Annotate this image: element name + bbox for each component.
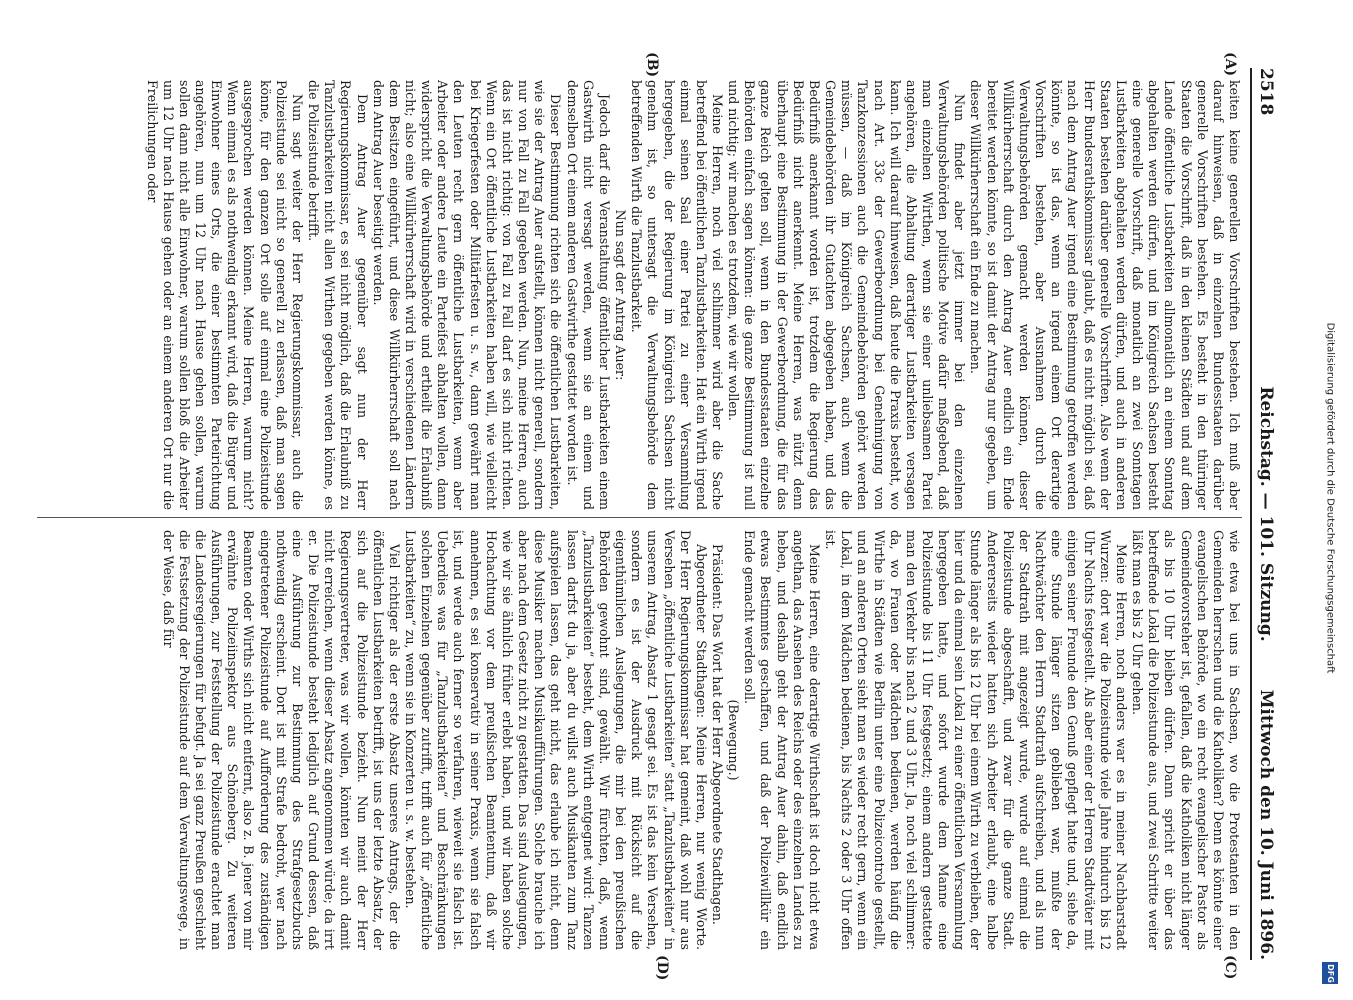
paragraph: wie etwa bei uns in Sachsen, wo die Protestanten in den Gemeinden herrschen und die Katholiken? Denn es könnte einer evangelischen Behörde, wo ein recht evangelischer Pastor als Gemeindevorsteher ist, gefallen, daß die Katholiken nicht länger als bis 10 Uhr bleiben dürfen. Dann spricht er über das betreffende Lokal die Polizeistunde aus, und zwei Schritte weiter läßt man es bis 2 Uhr gehen. (1130, 530, 1242, 950)
margin-marker-a: (A) (1222, 52, 1238, 77)
paragraph: Meine Herren, noch anders war es in meiner Nachbarstadt Wurzen: dort war die Polizeistunde viele Jahre hindurch bis 12 Uhr Nachts festgestellt. Als aber einer der Herren Stadtväter mit einigen seiner Freunde den Genuß gepflegt hatte und, siehe da, eine Stunde länger sitzen geblieben war, mußte der Nachtwächter den Herrn Stadtrath aufschreiben, und als nun der Stadtrath mit angezeigt wurde, wurde auf einmal die Polizeistunde abgeschafft, und zwar für die ganze Stadt. Andererseits wieder hatten sich Arbeiter erlaubt, eine halbe Stunde länger als bis 12 Uhr bei einem Wirth zu verbleiben, der hier und da einmal sein Lokal zu einer öffentlichen Versammlung hergegeben hatte, und sofort wurde dem Manne eine Polizeistunde bis 11 Uhr festgesetzt; einem andern gestattete man den Verkehr bis nach 2 und 3 Uhr. Ja, noch viel schlimmer: da, wo Frauen oder Mädchen bedienen, werden häufig die Wirthe in Städten wie Berlin unter eine Polizeicontrole gestellt, und an anderen Orten sieht man es wieder recht gern, wenn ein Lokal, in dem Mädchen bedienen, bis Nachts 2 oder 3 Uhr offen ist. (823, 530, 1129, 950)
page-header (1250, 68, 1278, 960)
paragraph: Nun sagt der Antrag Auer: (613, 209, 629, 381)
paragraph: Dem Antrag Auer gegenüber sagt nun der Herr Regierungskommissar, es sei nicht möglich, daß die Erlaubniß zu Tanzlustbarkeiten nicht allen Wirthen gegeben werden könne, es die Polizeistunde betrifft. (306, 80, 370, 510)
paragraph: Meine Herren, eine derartige Wirthschaft ist doch nicht etwa angethan, das Ansehen des Reichs oder des einzelnen Landes zu heben, und deshalb geht der Antrag Auer dahin, daß endlich etwas Bestimmtes geschaffen, und daß der Polizeiwillkür ein Ende gemacht werden soll. (742, 530, 822, 950)
paragraph: Viel richtiger als der erste Absatz unseres Antrags, der die öffentlichen Lustbarkeiten betrifft, ist uns der letzte Absatz, der sich auf die Polizeistunde bezieht. Nun meint der Herr Regierungsvertreter, was wir wollen, könnten wir auch damit nicht erreichen, wenn dieser Absatz angenommen würde; da irrt er. Die Polizeistunde besteht lediglich auf Grund dessen, daß eine Ausführung zur Bestimmung des Strafgesetzbuchs nothwendig erscheint. Dort ist mit Strafe bedroht, wer nach eingetretener Polizeistunde auf Aufforderung des zuständigen Beamten oder Wirths sich nicht entfernt, also z. B. jener von mir erwähnte Polizeiinspektor aus Schöneberg. Zu weiteren Ausführungen, zur Feststellung der Polizeistunde erachtet man die Landesregierungen für befugt. Ja sei ganz Preußen geschieht die Festsetzung der Polizeistunde auf dem Verwaltungswege, in der Weise, daß für (160, 530, 402, 950)
right-text-column (37, 530, 1242, 950)
page-number: 2518 (1256, 68, 1276, 116)
stage-direction: (Bewegung.) (726, 699, 742, 781)
session-date: Mittwoch den 10. Juni 1896. (1256, 689, 1276, 960)
paragraph: Nun sagt weiter der Herr Regierungskommissar, auch die Polizeistunde sei nicht so generell zu erlassen, daß man sagen könne, für den ganzen Ort solle auf einmal eine Polizeistunde ausgesprochen werden können. Meine Herren, warum nicht? Wenn einmal es als nothwendig erkannt wird, daß die Bürger und Einwohner eines Orts, die einer bestimmten Parteirichtung angehören, nun um 12 Uhr nach Hause gehen sollen, warum sollen dann nicht alle Einwohner, warum sollen bloß die Arbeiter um 12 Uhr nach Hause gehen oder an einem anderen Ort nur die Freilichungen oder (144, 80, 305, 510)
speaker-paragraph: Präsident: Das Wort hat der Herr Abgeordnete Stadthagen. (710, 544, 725, 925)
paragraph: Nun findet aber jetzt immer bei den einzelnen Verwaltungsbehörden politische Motive dafür maßgebend, daß man einzelnen Wirthen, wenn sie einer unliebsamen Partei angehören, die Abhaltung derartiger Lustbarkeiten versagen kann. Ich will darauf hinweisen, daß heute die Praxis besteht, wo nach Art. 33c der Gewerbeordnung bei Genehmigung von Tanzkonzessionen auch die Gemeindebehörden gehört werden müssen, — daß im Königreich Sachsen, auch wenn die Gemeindebehörden ihr Gutachten abgegeben haben, und das Bedürfniß anerkannt worden ist, trotzdem die Regierung das Bedürfniß nicht anerkennt. Meine Herren, was nützt denn überhaupt eine Bestimmung in der Gewerbeordnung, die für das ganze Reich gelten soll, wenn in den Bundesstaaten einzelne Behörden einfach sagen können: die ganze Bestimmung ist null und nichtig; wir machen es trotzdem, wie wir wollen. (726, 80, 968, 510)
speaker-paragraph: Abgeordneter Stadthagen: Meine Herren, nur wenig Worte. Der Herr Regierungskommissar hat gemeint, daß wohl nur aus Versehen „öffentliche Lustbarkeiten“ statt „Tanzlustbarkeiten“ in unserem Antrag, Absatz 1 gesagt sei. Es ist das kein Versehen, sondern es ist der Ausdruck mit Rücksicht auf die eigenthümlichen Auslegungen, die mir bei den preußischen Behörden gewohnt sind, gewählt. Wir fürchten, daß, wenn „Tanzlustbarkeiten“ besteht, dem Wirth entgegnet wird: Tanzen lassen darfst du ja, aber du willst auch Musikanten zum Tanz aufspielen lassen, das geht nicht, das erlaube ich nicht, denn diese Musiker machen Musikaufführungen. Solche brauche ich aber nach dem Gesetz nicht zu gestatten. Das sind Auslegungen, wie wir sie ähnlich früher erlebt haben, und wir haben solche Hochachtung vor dem preußischen Beamtentum, daß wir annehmen, es sei konservativ in seiner Praxis, wenn sie falsch ist, und werde auch ferner so verfahren, wieweit sie falsch ist. Ueberdies was für „Tanzlustbarkeiten“ und Beschränkungen solchen Einzelnen gegenüber zutrifft, trifft auch für „öffentliche Lustbarkeiten“ zu, wenn sie in Konzerten u. s. w. bestehen. (403, 530, 709, 950)
paragraph: Dieser Bestimmung richten sich die öffentlichen Lustbarkeiten, wie sie der Antrag Auer aufstellt, können nicht generell, sondern nur von Fall zu Fall gegeben werden. Nun, meine Herren, auch das ist nicht richtig: von Fall zu Fall darf es sich nicht richten. Wenn ein Ort öffentliche Lustbarkeiten haben will, wie vielleicht bei Kriegerfesten oder Militärfesten u. s. w., dann gewährt man den Leuten recht gern öffentliche Lustbarkeiten, wenn aber Arbeiter oder andere Leute ein Parteifest abhalten wollen, dann widerspricht die Verwaltungsbehörde und ertheilt die Erlaubniß nicht; also eine Willkürherrschaft wird in verschiedenen Ländern dem Besitzen eingeführt, und diese Willkürherrschaft soll nach dem Antrag Auer beseitigt werden. (370, 80, 564, 510)
margin-marker-c: (C) (1222, 955, 1238, 980)
column-divider (37, 517, 1242, 518)
quoted-motion: Jedoch darf die Veranstaltung öffentlicher Lustbarkeiten einem Gastwirth nicht versagt werden, wenn sie an einem und demselben Ort einem anderen Gastwirthe gestattet worden ist. (564, 80, 612, 510)
dfg-logo (1322, 962, 1338, 984)
dfg-logo-text: DFG (1325, 963, 1335, 983)
margin-marker-d: (D) (654, 955, 670, 981)
margin-marker-b: (B) (644, 52, 660, 78)
running-title: Reichstag. — 101. Sitzung. (1256, 386, 1276, 642)
digitization-sidebar (1308, 0, 1353, 1000)
paragraph: keiten keine generellen Vorschriften bestehen. Ich muß aber darauf hinweisen, daß in einzelnen Bundesstaaten darüber generelle Vorschriften bestehen. Es besteht in den thüringer Staaten die Vorschrift, daß in den kleinen Städten und auf dem Lande öffentliche Lustbarkeiten allmonatlich an einem Sonntag abgehalten werden dürfen, und im Königreich Sachsen besteht eine generelle Vorschrift, daß monatlich an zwei Sonntagen Lustbarkeiten abgehalten werden dürfen, und auch in anderen Staaten bestehen darüber generelle Vorschriften. Also wenn der Herr Bundesrathskommissar glaubt, daß es nicht möglich sei, daß nach dem Antrag Auer irgend eine Bestimmung getroffen werden könnte, so ist das, wenn an irgend einem Ort derartige Vorschriften bestehen, aber Ausnahmen durch die Verwaltungsbehörden gemacht werden können, dieser Willkürherrschaft durch den Antrag Auer endlich ein Ende bereitet werden könnte, so ist damit der Antrag nur gegeben, um dieser Willkürherrschaft ein Ende zu machen. (968, 80, 1242, 510)
left-text-column (37, 80, 1242, 510)
paragraph: Meine Herren, noch viel schlimmer wird aber die Sache betreffend bei öffentlichen Tanzlustbarkeiten. Hat ein Wirth irgend einmal seinen Saal einer Partei zu einer Versammlung hergegeben, die der Regierung im Königreich Sachsen nicht genehm ist, so untersagt die Verwaltungsbehörde dem betreffenden Wirth die Tanzlustbarkeit. (629, 80, 725, 510)
digitization-credit: Digitalisierung gefördert durch die Deutsche Forschungsgemeinschaft (1324, 322, 1336, 674)
